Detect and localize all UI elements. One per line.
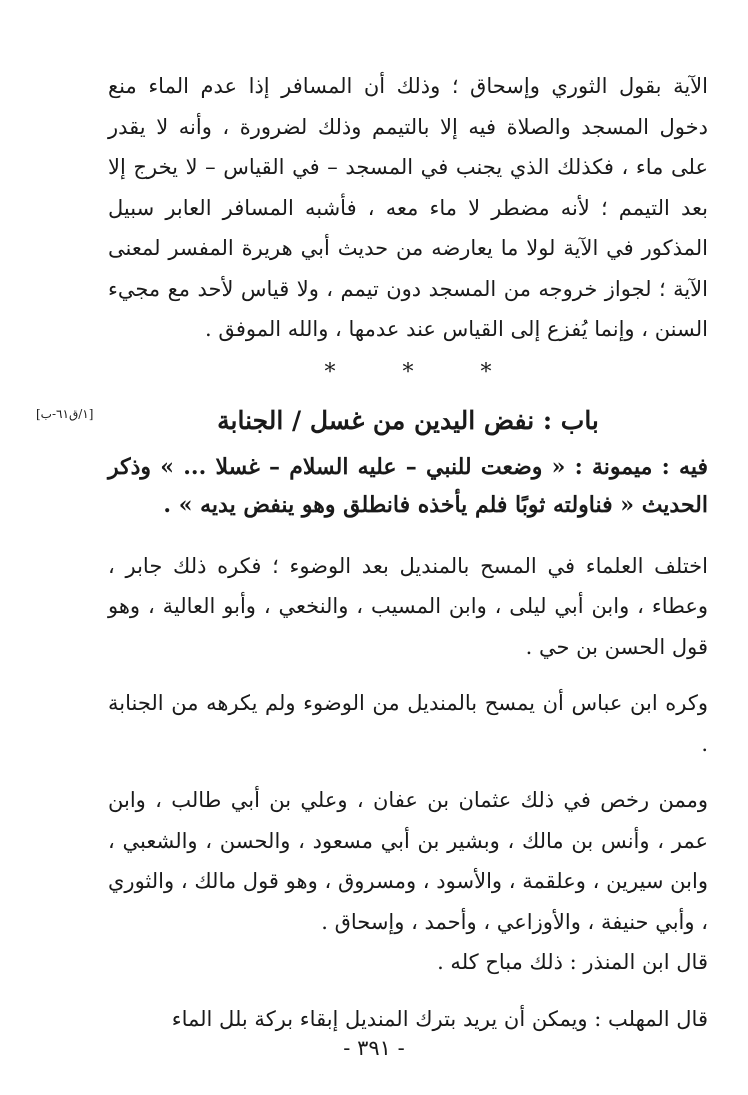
chapter-heading-row bbox=[36, 398, 708, 444]
paragraph-ibn-abbas: وكره ابن عباس أن يمسح بالمنديل من الوضوء ولم يكرهه من الجنابة . bbox=[108, 691, 708, 756]
folio-marker: [١/ق٦١-ب] bbox=[36, 406, 94, 421]
hadith-text: فيه : ميمونة : « وضعت للنبي – عليه السلام – غسلا ... » وذكر الحديث « فناولته ثوبًا فلم يأخذه فانطلق وهو ينفض يديه » . bbox=[108, 453, 708, 518]
section-separator: * * * bbox=[324, 359, 492, 385]
paragraph-tayammum: الآية بقول الثوري وإسحاق ؛ وذلك أن المسافر إذا عدم الماء منع دخول المسجد والصلاة فيه إلا بالتيمم وذلك لضرورة ، وأنه لا يقدر على ماء ، فكذلك الذي يجنب في المسجد – في القياس – لا يخرج إلا بعد التيمم ؛ لأنه مضطر لا ماء معه ، فأشبه المسافر العابر سبيل المذكور في الآية لولا ما يعارضه من حديث أبي هريرة المفسر لمعنى الآية ؛ لجواز خروجه من المسجد دون تيمم ، ولا قياس لأحد مع مجيء السنن ، وإنما يُفزع إلى القياس عند عدمها ، والله الموفق . bbox=[108, 74, 708, 341]
page-body bbox=[36, 66, 708, 1039]
page-number: - ٣٩١ - bbox=[343, 1036, 405, 1060]
paragraph-permitted: وممن رخص في ذلك عثمان بن عفان ، وعلي بن أبي طالب ، وابن عمر ، وأنس بن مالك ، وبشير بن أبي مسعود ، والحسن ، والشعبي ، وابن سيرين ، وعلقمة ، والأسود ، ومسروق ، وهو قول مالك ، والثوري ، وأبي حنيفة ، والأوزاعي ، وأحمد ، وإسحاق . bbox=[108, 788, 708, 934]
paragraph-muhallab: قال المهلب : ويمكن أن يريد بترك المنديل إبقاء بركة بلل الماء bbox=[171, 1006, 708, 1031]
paragraph-scholars-disagree: اختلف العلماء في المسح بالمنديل بعد الوضوء ؛ فكره ذلك جابر ، وعطاء ، وابن أبي ليلى ، وابن المسيب ، والنخعي ، وأبو العالية ، وهو قول الحسن بن حي . bbox=[108, 553, 708, 659]
chapter-heading: باب : نفض اليدين من غسل / الجنابة bbox=[217, 405, 599, 435]
paragraph-ibn-mundhir: قال ابن المنذر : ذلك مباح كله . bbox=[437, 950, 708, 974]
